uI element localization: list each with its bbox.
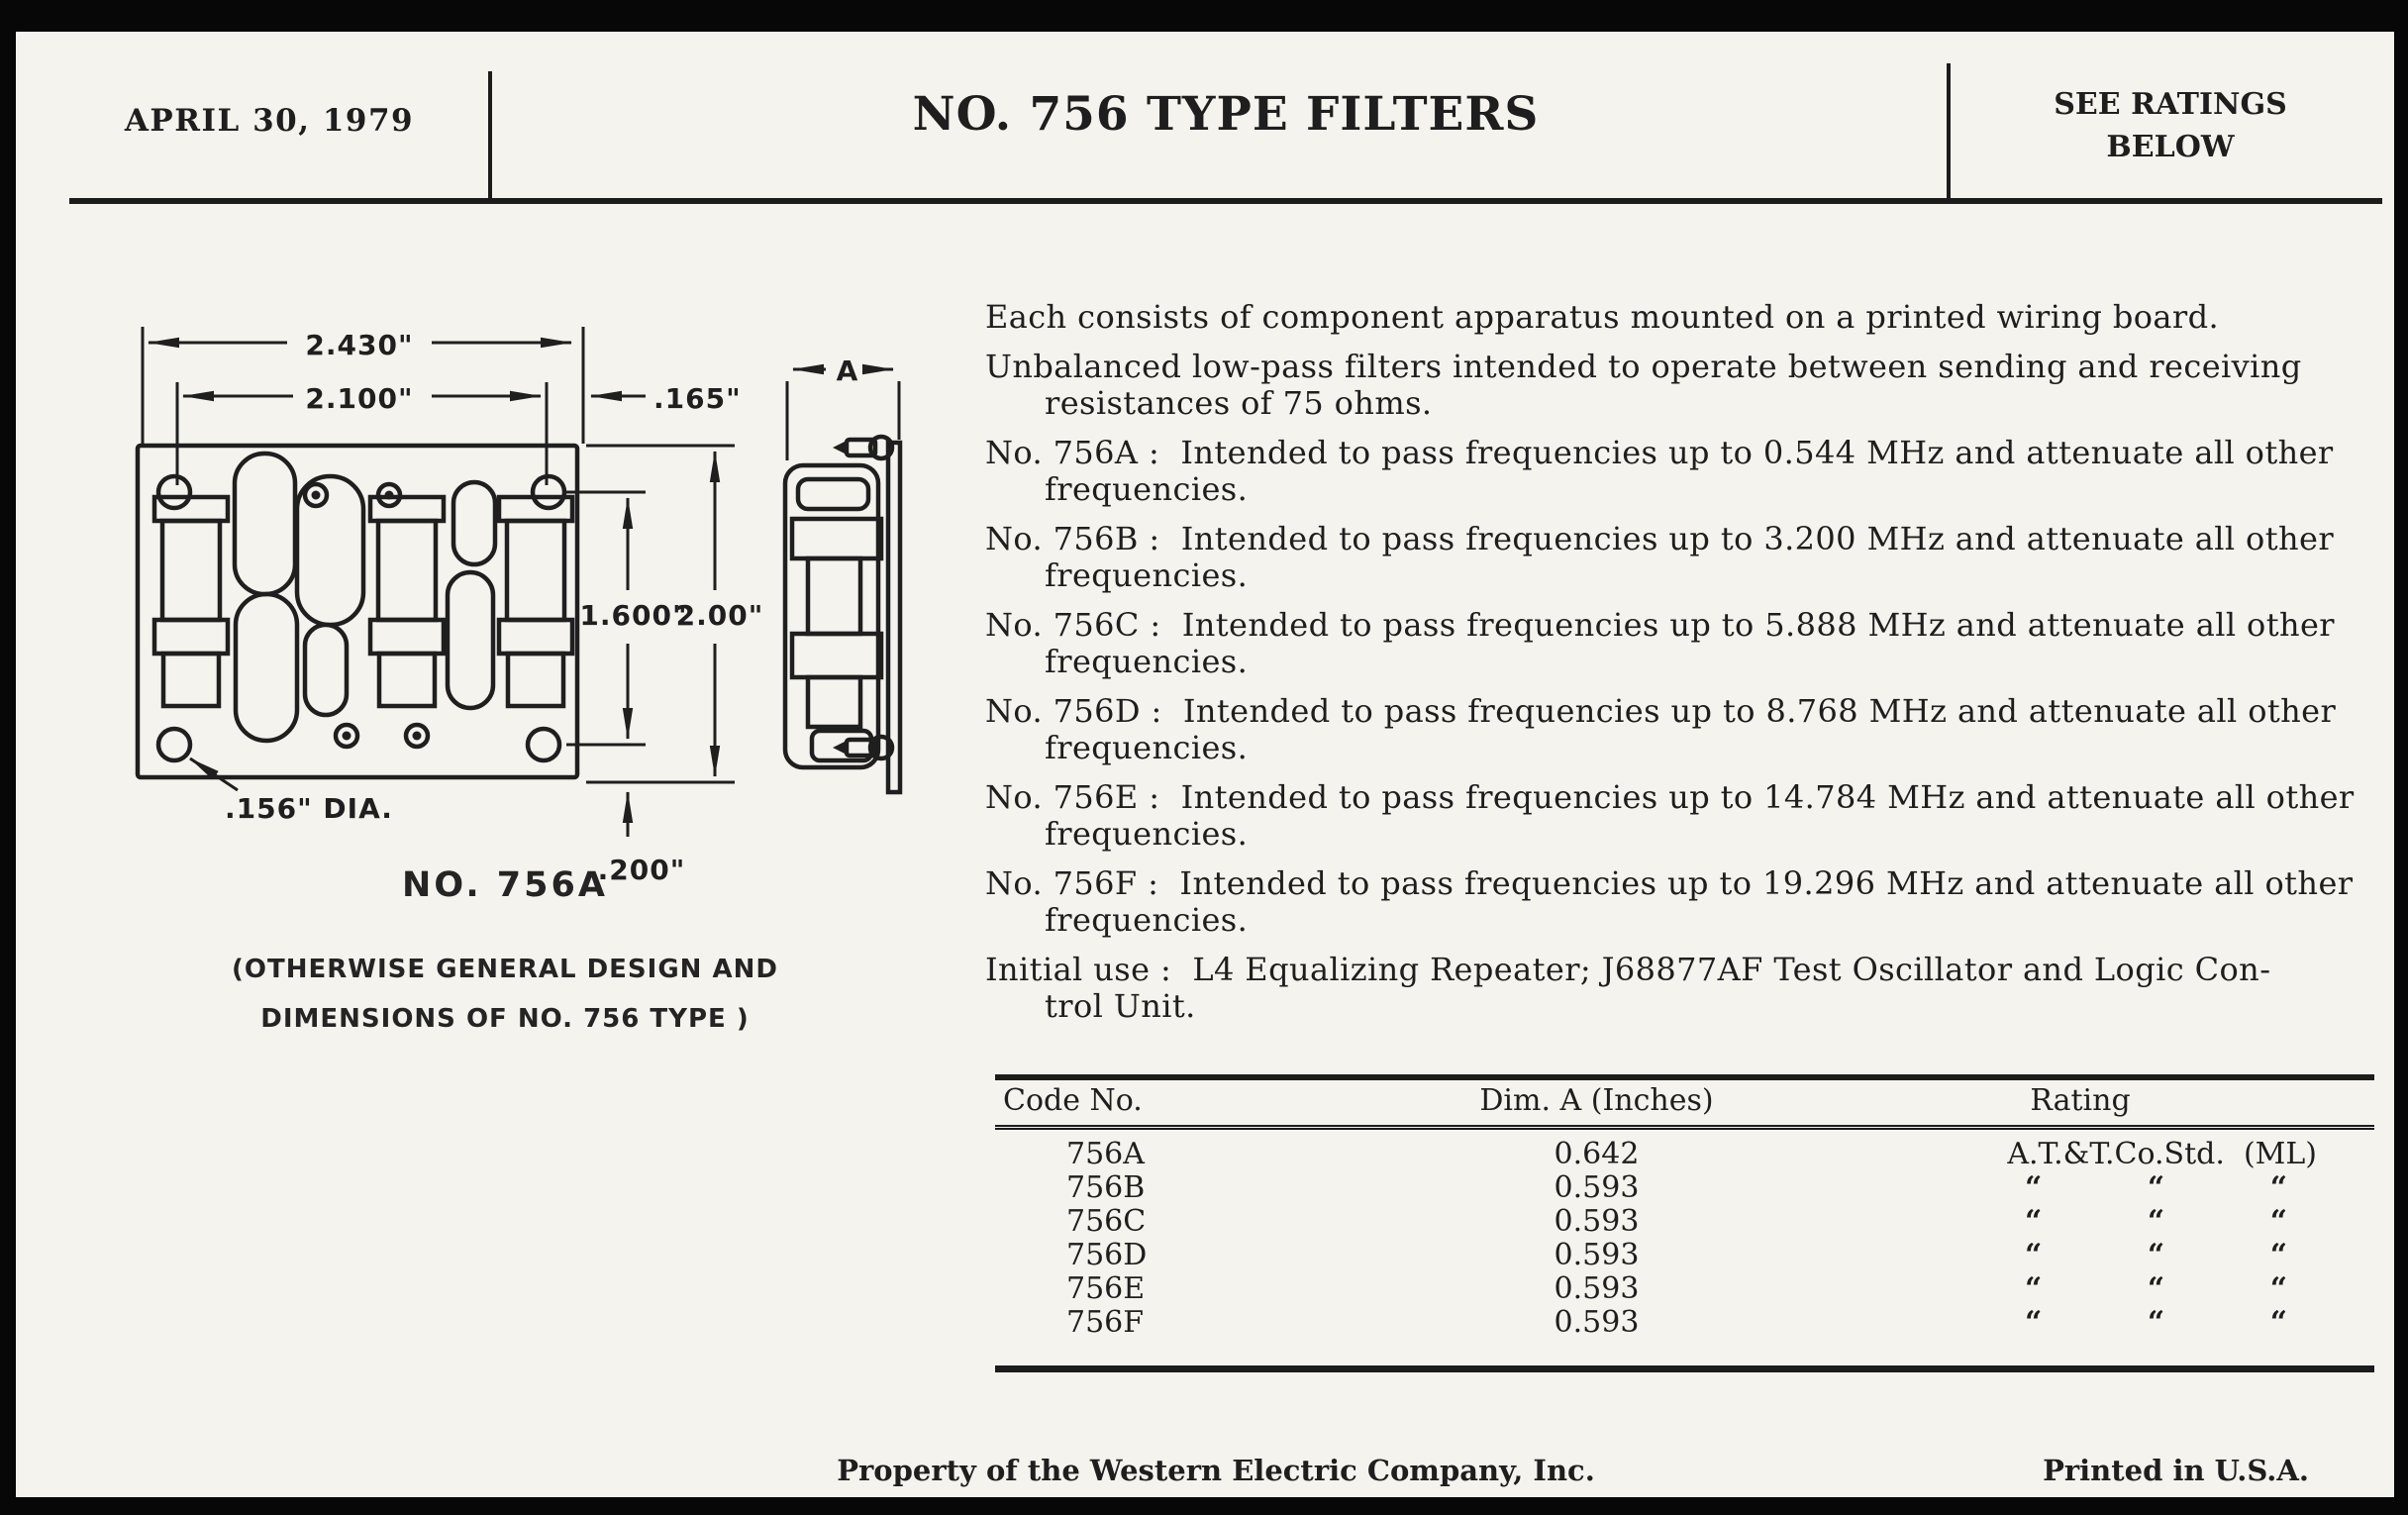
paragraph-line: frequencies. bbox=[1045, 901, 1249, 939]
dim-overall-width: 2.430" bbox=[305, 329, 414, 361]
issue-date: APRIL 30, 1979 bbox=[124, 103, 415, 139]
ditto-mark: “ bbox=[2025, 1170, 2043, 1205]
table-row bbox=[995, 1272, 2374, 1306]
drawing-caption-sub2: DIMENSIONS OF NO. 756 TYPE ) bbox=[260, 1004, 750, 1034]
cell-rating-ditto bbox=[1891, 1205, 2374, 1239]
header-divider-right bbox=[1947, 63, 1951, 204]
ditto-mark: “ bbox=[2269, 1238, 2287, 1272]
cell-dim-a: 0.593 bbox=[1554, 1204, 1640, 1239]
paragraph bbox=[985, 865, 2381, 939]
cell-code: 756A bbox=[1066, 1137, 1145, 1171]
cell-rating-ditto bbox=[1891, 1272, 2374, 1306]
ditto-mark: “ bbox=[2269, 1170, 2287, 1205]
ditto-mark: “ bbox=[2147, 1170, 2165, 1205]
component-column bbox=[154, 497, 228, 706]
pad-capsule bbox=[305, 625, 347, 715]
drawing-caption-sub1: (OTHERWISE GENERAL DESIGN AND bbox=[232, 955, 778, 984]
paragraph-line: frequencies. bbox=[1045, 729, 1249, 766]
cell-code: 756D bbox=[1066, 1238, 1148, 1272]
component-column bbox=[499, 497, 572, 706]
cell-dim-a: 0.593 bbox=[1554, 1238, 1640, 1272]
paragraph bbox=[985, 349, 2381, 422]
paragraph-line: No. 756B : Intended to pass frequencies up to 3.200 MHz and attenuate all other bbox=[985, 520, 2335, 557]
cell-code: 756E bbox=[1066, 1271, 1146, 1306]
paragraph-line: resistances of 75 ohms. bbox=[1045, 384, 1433, 422]
paragraph-line: trol Unit. bbox=[1045, 987, 1196, 1025]
col-header-rating: Rating bbox=[2030, 1083, 2131, 1118]
pad-capsule bbox=[235, 454, 295, 594]
header-divider-left bbox=[488, 71, 492, 204]
ratings-note-line1: SEE RATINGS bbox=[2054, 87, 2287, 122]
page-title: NO. 756 TYPE FILTERS bbox=[912, 87, 1540, 142]
table-row bbox=[995, 1205, 2374, 1239]
footer-printed-in: Printed in U.S.A. bbox=[2043, 1454, 2309, 1487]
cell-code: 756B bbox=[1066, 1170, 1146, 1205]
front-view bbox=[138, 446, 577, 777]
ditto-mark: “ bbox=[2269, 1305, 2287, 1340]
paragraph-line: Each consists of component apparatus mounted on a printed wiring board. bbox=[985, 298, 2220, 336]
description-block bbox=[985, 299, 2381, 1038]
table-body bbox=[995, 1130, 2374, 1365]
cell-rating: A.T.&T.Co.Std. (ML) bbox=[2007, 1137, 2317, 1171]
dimension-lines bbox=[149, 343, 893, 837]
paragraph-line: No. 756E : Intended to pass frequencies up to 14.784 MHz and attenuate all other bbox=[985, 778, 2355, 816]
ditto-mark: “ bbox=[2025, 1305, 2043, 1340]
paragraph-line: No. 756D : Intended to pass frequencies up to 8.768 MHz and attenuate all other bbox=[985, 692, 2337, 730]
filter-drawing bbox=[79, 257, 1010, 951]
cell-code: 756C bbox=[1066, 1204, 1147, 1239]
ditto-mark: “ bbox=[2147, 1305, 2165, 1340]
ditto-mark: “ bbox=[2269, 1271, 2287, 1306]
cell-rating-ditto bbox=[1891, 1239, 2374, 1272]
dim-hole-spacing-h: 1.600" bbox=[579, 599, 688, 632]
header-rule bbox=[69, 198, 2382, 204]
paragraph-line: No. 756F : Intended to pass frequencies up to 19.296 MHz and attenuate all other bbox=[985, 864, 2354, 902]
paragraph-line: frequencies. bbox=[1045, 815, 1249, 853]
dim-hole-spacing-w: 2.100" bbox=[305, 382, 414, 415]
cell-code: 756F bbox=[1066, 1305, 1145, 1340]
cell-rating-ditto bbox=[1891, 1306, 2374, 1340]
paragraph-line: frequencies. bbox=[1045, 470, 1249, 508]
ditto-mark: “ bbox=[2025, 1238, 2043, 1272]
ditto-mark: “ bbox=[2025, 1204, 2043, 1239]
ditto-mark: “ bbox=[2147, 1271, 2165, 1306]
pad-capsule bbox=[453, 482, 495, 564]
pad-capsule bbox=[448, 572, 493, 708]
dim-overall-height: 2.00" bbox=[675, 599, 764, 632]
ditto-mark: “ bbox=[2147, 1204, 2165, 1239]
paragraph bbox=[985, 952, 2381, 1025]
ditto-mark: “ bbox=[2269, 1204, 2287, 1239]
col-header-dim-a: Dim. A (Inches) bbox=[1479, 1083, 1714, 1118]
table-row bbox=[995, 1138, 2374, 1171]
side-view bbox=[785, 437, 900, 792]
dim-bottom-offset: .200" bbox=[597, 854, 686, 886]
drawing-caption bbox=[158, 865, 852, 1044]
paragraph-line: Unbalanced low-pass filters intended to operate between sending and receiving bbox=[985, 348, 2302, 385]
ditto-mark: “ bbox=[2025, 1271, 2043, 1306]
ditto-mark: “ bbox=[2147, 1238, 2165, 1272]
dim-hole-diameter: .156" DIA. bbox=[225, 792, 393, 825]
ratings-note bbox=[2054, 83, 2286, 168]
footer-property-notice: Property of the Western Electric Company, Inc. bbox=[837, 1454, 1595, 1487]
cell-dim-a: 0.642 bbox=[1554, 1137, 1640, 1171]
table-row bbox=[995, 1306, 2374, 1340]
ratings-note-line2: BELOW bbox=[2106, 130, 2235, 164]
cell-dim-a: 0.593 bbox=[1554, 1271, 1640, 1306]
paragraph bbox=[985, 299, 2381, 336]
paragraph bbox=[985, 693, 2381, 766]
paragraph bbox=[985, 779, 2381, 853]
paragraph bbox=[985, 435, 2381, 508]
col-header-code: Code No. bbox=[1003, 1083, 1143, 1118]
component-column bbox=[370, 497, 444, 706]
paragraph-line: No. 756C : Intended to pass frequencies up to 5.888 MHz and attenuate all other bbox=[985, 606, 2335, 644]
drawing-caption-title: NO. 756A bbox=[402, 865, 608, 905]
cell-dim-a: 0.593 bbox=[1554, 1305, 1640, 1340]
table-row bbox=[995, 1239, 2374, 1272]
ratings-table bbox=[995, 1074, 2374, 1372]
paragraph bbox=[985, 521, 2381, 594]
paragraph-line: Initial use : L4 Equalizing Repeater; J68877AF Test Oscillator and Logic Con- bbox=[985, 951, 2271, 988]
paragraph-line: frequencies. bbox=[1045, 556, 1249, 594]
cell-rating-ditto bbox=[1891, 1171, 2374, 1205]
table-header-row bbox=[995, 1080, 2374, 1130]
paragraph bbox=[985, 607, 2381, 680]
dim-edge-offset: .165" bbox=[653, 382, 742, 415]
cell-dim-a: 0.593 bbox=[1554, 1170, 1640, 1205]
paragraph-line: No. 756A : Intended to pass frequencies up to 0.544 MHz and attenuate all other bbox=[985, 434, 2334, 471]
dim-depth-a: A bbox=[836, 354, 859, 387]
paragraph-line: frequencies. bbox=[1045, 643, 1249, 680]
table-row bbox=[995, 1171, 2374, 1205]
pad-capsule bbox=[236, 594, 297, 741]
